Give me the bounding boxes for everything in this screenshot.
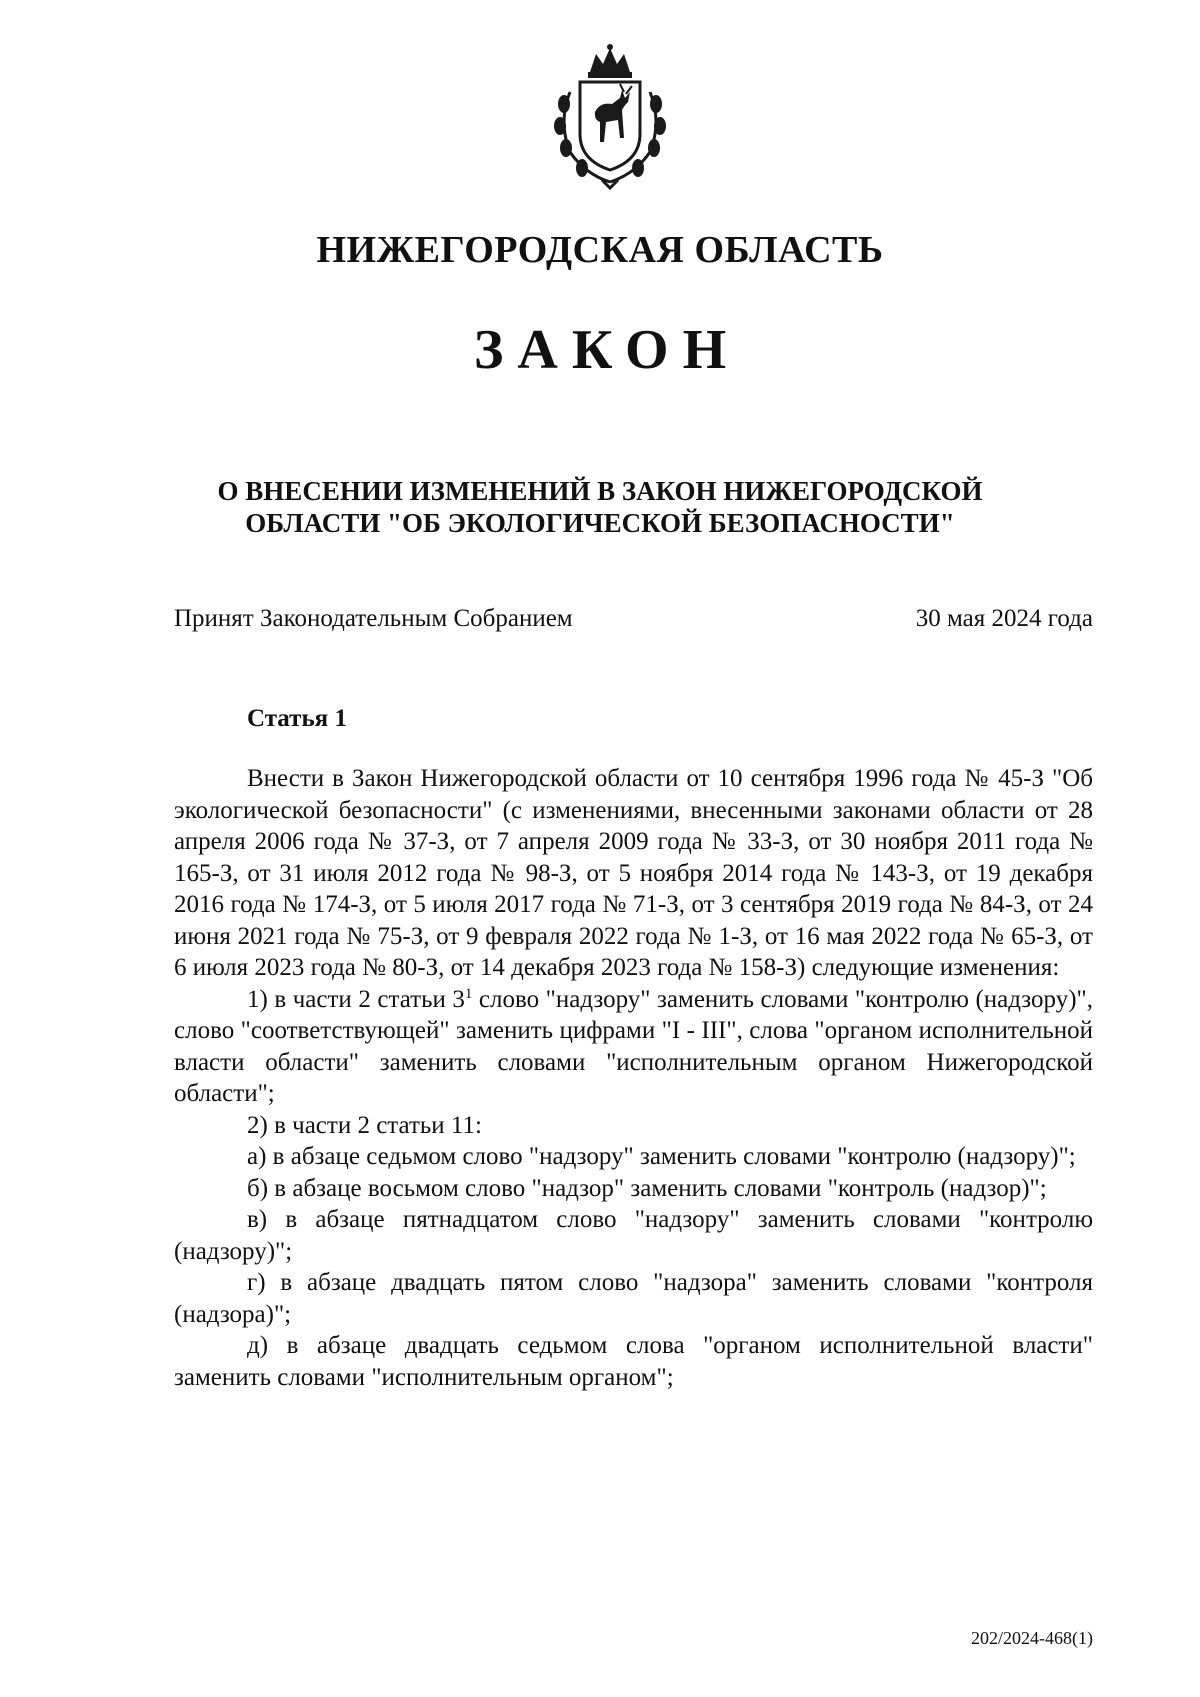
amendment-item-1-lead: 1) в части 2 статьи 3 — [247, 985, 465, 1013]
article-body — [174, 763, 1093, 1393]
document-type: ЗАКОН — [473, 319, 741, 381]
law-title-line-1: О ВНЕСЕНИИ ИЗМЕНЕНИЙ В ЗАКОН НИЖЕГОРОДСКОЙ — [217, 476, 983, 506]
article-heading: Статья 1 — [247, 705, 347, 732]
coat-of-arms-icon — [540, 42, 680, 192]
law-title — [140, 475, 1060, 539]
superscript: 1 — [464, 985, 473, 1002]
article-intro: Внести в Закон Нижегородской области от 10 сентября 1996 года № 45-З "Об экологической безопасности" (с изменениями, внесенными законами области от 28 апреля 2006 года № 37-З, от 7 апреля 2009 года № 33-З, от 30 ноября 2011 года № 165-З, от 31 июля 2012 года № 98-З, от 5 ноября 2014 года № 143-З, от 19 декабря 2016 года № 174-З, от 5 июля 2017 года № 71-З, от 3 сентября 2019 года № 84-З, от 24 июня 2021 года № 75-З, от 9 февраля 2022 года № 1-З, от 16 мая 2022 года № 65-З, от 6 июля 2023 года № 80-З, от 14 декабря 2023 года № 158-З) следующие изменения: — [174, 765, 1093, 981]
law-title-line-2: ОБЛАСТИ "ОБ ЭКОЛОГИЧЕСКОЙ БЕЗОПАСНОСТИ" — [245, 508, 955, 538]
amendment-item-1 — [174, 984, 1093, 1110]
amendment-item-2: 2) в части 2 статьи 11: — [247, 1111, 482, 1139]
amendment-item-1-rest: слово "надзору" заменить словами "контролю (надзору)", слово "соответствующей" заменить цифрами "I - III", слова "органом исполнительной власти области" заменить словами "исполнительным органом Нижегородской области"; — [174, 985, 1093, 1107]
amendment-item-2d: д) в абзаце двадцать седьмом слова "органом исполнительной власти" заменить словами "исполнительным органом"; — [174, 1332, 1093, 1391]
document-code: 202/2024-468(1) — [971, 1628, 1093, 1648]
adopted-by: Принят Законодательным Собранием — [174, 605, 573, 632]
region-title: НИЖЕГОРОДСКАЯ ОБЛАСТЬ — [316, 229, 884, 271]
adoption-date: 30 мая 2024 года — [915, 605, 1093, 632]
amendment-item-2a: а) в абзаце седьмом слово "надзору" заменить словами "контролю (надзору)"; — [247, 1143, 1076, 1170]
amendment-item-2v: в) в абзаце пятнадцатом слово "надзору" заменить словами "контролю (надзору)"; — [174, 1206, 1093, 1265]
adoption-line — [174, 605, 1093, 633]
amendment-item-2g: г) в абзаце двадцать пятом слово "надзора" заменить словами "контроля (надзора)"; — [174, 1269, 1093, 1328]
amendment-item-2b: б) в абзаце восьмом слово "надзор" заменить словами "контроль (надзор)"; — [247, 1174, 1047, 1202]
